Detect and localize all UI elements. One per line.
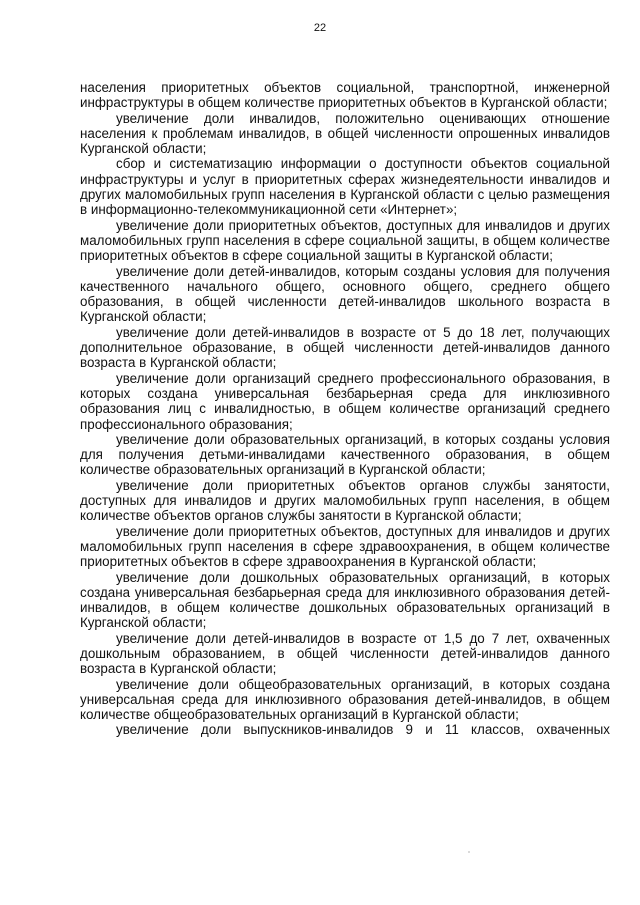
paragraph: увеличение доли приоритетных объектов органов службы занятости, доступных для инвалидов и других маломобильных групп населения, в общем количестве объектов органов службы занятости в Курганской области; (80, 477, 610, 524)
paragraph: увеличение доли выпускников-инвалидов 9 и 11 классов, охваченных (116, 722, 610, 738)
paragraph: увеличение доли приоритетных объектов, доступных для инвалидов и других маломобильных групп населения в сфере здравоохранения, в общем количестве приоритетных объектов в сфере здравоохранения в Курганской области; (80, 523, 610, 570)
scan-speck (468, 851, 470, 853)
paragraph: увеличение доли образовательных организаций, в которых созданы условия для получения детьми-инвалидами качественного образования, в общем количестве образовательных организаций в Курганской области; (80, 431, 610, 478)
paragraph: увеличение доли общеобразовательных организаций, в которых создана универсальная среда для инклюзивного образования детей-инвалидов, в общем количестве общеобразовательных организаций в Курганской области; (80, 676, 610, 723)
paragraph: сбор и систематизацию информации о доступности объектов социальной инфраструктуры и услуг в приоритетных сферах жизнедеятельности инвалидов и других маломобильных групп населения в Курганской области с целью размещения в информационно-телекоммуникационной сети «Интернет»; (80, 156, 610, 218)
paragraph: населения приоритетных объектов социальной, транспортной, инженерной инфраструктуры в общем количестве приоритетных объектов в Курганской области; (80, 80, 610, 111)
paragraph: увеличение доли дошкольных образовательных организаций, в которых создана универсальная безбарьерная среда для инклюзивного образования детей-инвалидов, в общем количестве дошкольных образовательных организаций в Курганской области; (80, 569, 610, 631)
paragraph: увеличение доли детей-инвалидов в возрасте от 5 до 18 лет, получающих дополнительное образование, в общей численности детей-инвалидов данного возраста в Курганской области; (80, 324, 610, 371)
paragraph: увеличение доли детей-инвалидов в возрасте от 1,5 до 7 лет, охваченных дошкольным образованием, в общей численности детей-инвалидов данного возраста в Курганской области; (80, 630, 610, 677)
page-number: 22 (313, 22, 327, 34)
paragraph: увеличение доли организаций среднего профессионального образования, в которых создана универсальная безбарьерная среда для инклюзивного образования лиц с инвалидностью, в общем количестве организаций среднего профессионального образования; (80, 370, 610, 432)
paragraph: увеличение доли приоритетных объектов, доступных для инвалидов и других маломобильных групп населения в сфере социальной защиты, в общем количестве приоритетных объектов в сфере социальной защиты в Курганской области; (80, 217, 610, 264)
paragraph: увеличение доли инвалидов, положительно оценивающих отношение населения к проблемам инвалидов, в общей численности опрошенных инвалидов Курганской области; (80, 110, 610, 157)
document-body (80, 80, 610, 738)
paragraph: увеличение доли детей-инвалидов, которым созданы условия для получения качественного начального общего, основного общего, среднего общего образования, в общей численности детей-инвалидов школьного возраста в Курганской области; (80, 263, 610, 325)
